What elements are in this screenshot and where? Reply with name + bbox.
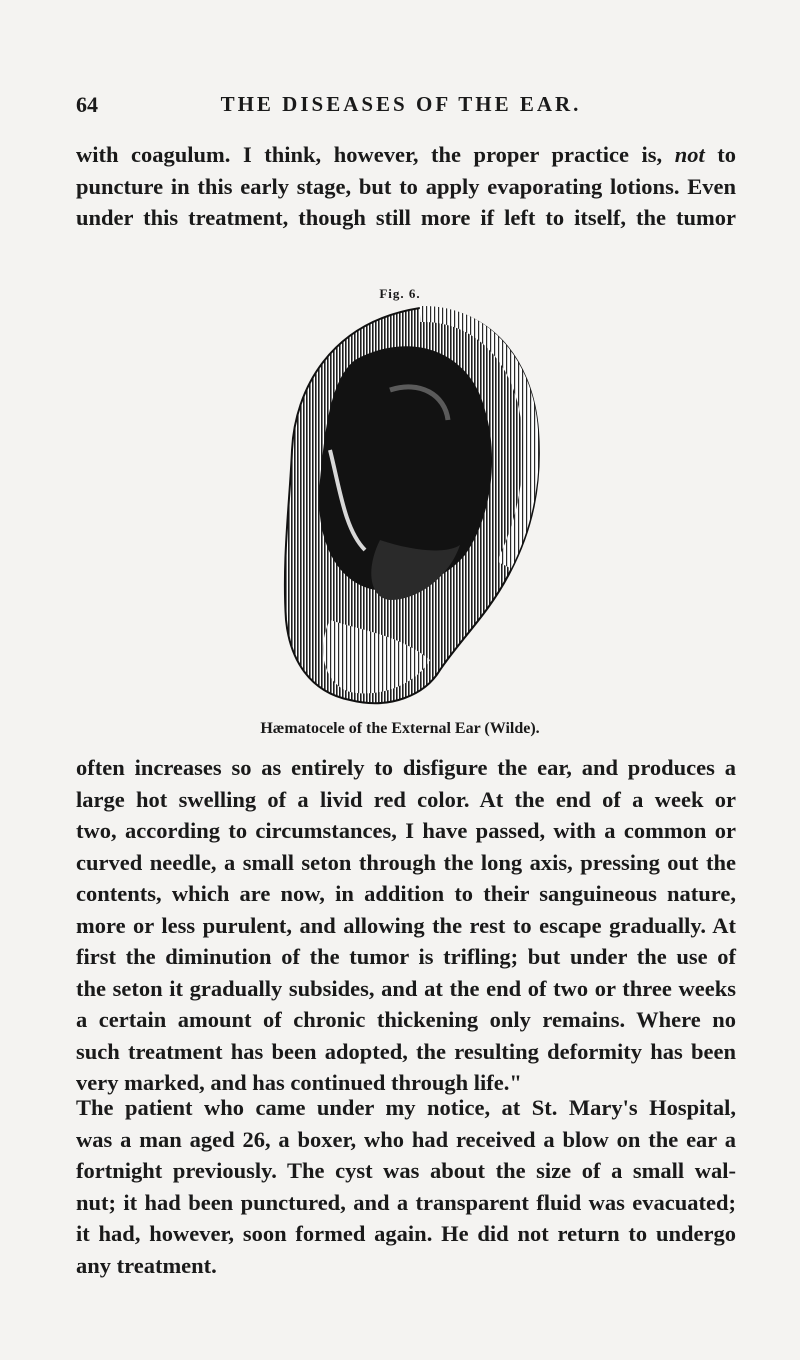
text-line: it had, however, soon formed again. He did not return to undergo — [76, 1221, 736, 1246]
text-line: large hot swelling of a livid red color. At the end of a week or — [76, 786, 736, 812]
text-line: curved needle, a small seton through the long axis, pressing out the — [76, 849, 736, 875]
text-line: the seton it gradually subsides, and at the end of two or three weeks — [76, 975, 736, 1001]
text-line: contents, which are now, in addition to their sanguineous nature, — [76, 881, 736, 906]
text-line: any treatment. — [76, 1252, 217, 1278]
text-line: a certain amount of chronic thickening only remains. Where no — [76, 1007, 736, 1032]
text-line: nut; it had been punctured, and a transparent fluid was evacuated; — [76, 1189, 736, 1215]
text-line-tail: to — [704, 142, 737, 167]
text-line: more or less purulent, and allowing the rest to escape gradually. At — [76, 912, 736, 938]
ear-illustration — [270, 300, 560, 720]
text-line: was a man aged 26, a boxer, who had received a blow on the ear a — [76, 1126, 736, 1152]
text-line: such treatment has been adopted, the resulting deformity has been — [76, 1038, 736, 1064]
page-number: 64 — [76, 92, 98, 117]
figure-label: Fig. 6. — [379, 286, 421, 301]
text-line-main: with coagulum. I think, however, the proper practice is, — [76, 142, 663, 167]
text-line: often increases so as entirely to disfigure the ear, and produces a — [76, 755, 736, 780]
text-line: under this treatment, though still more if left to itself, the tumor — [76, 205, 736, 230]
text-line: very marked, and has continued through life." — [76, 1070, 522, 1095]
text-line: fortnight previously. The cyst was about the size of a small wal- — [76, 1158, 736, 1183]
paragraph-3 — [76, 1092, 736, 1281]
paragraph-1 — [76, 139, 736, 234]
figure-caption: Hæmatocele of the External Ear (Wilde). — [260, 720, 540, 737]
running-head — [76, 92, 726, 120]
text-line — [76, 139, 736, 171]
text-line: two, according to circumstances, I have passed, with a common or — [76, 818, 736, 843]
emphasis-text: not — [674, 142, 705, 167]
text-line: puncture in this early stage, but to apply evaporating lotions. Even — [76, 173, 736, 199]
running-title: THE DISEASES OF THE EAR. — [220, 92, 582, 116]
text-line: first the diminution of the tumor is trifling; but under the use of — [76, 944, 736, 969]
text-line: The patient who came under my notice, at St. Mary's Hospital, — [76, 1095, 736, 1120]
paragraph-2 — [76, 752, 736, 1099]
